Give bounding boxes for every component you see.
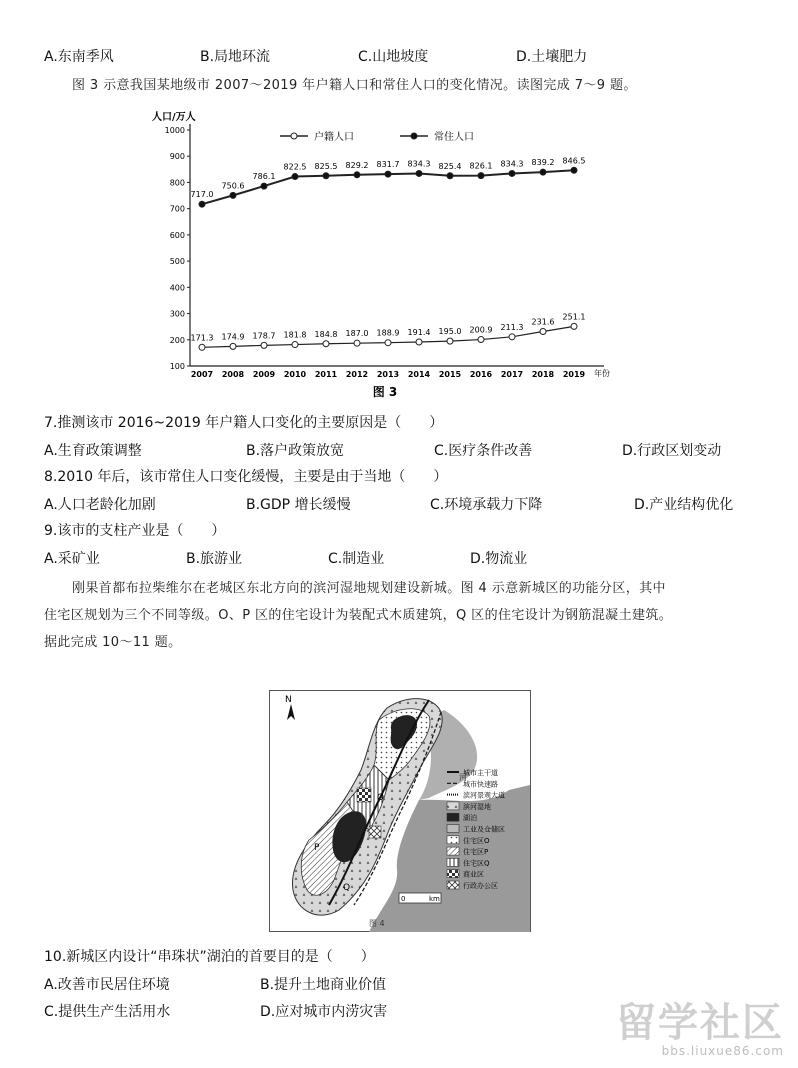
q6-option-d: D.土壤肥力 (516, 49, 588, 65)
data-point (230, 343, 236, 349)
north-label: N (285, 695, 292, 705)
data-point (478, 337, 484, 343)
q7-option-b: B.落户政策放宽 (246, 443, 345, 459)
q7-option-c: C.医疗条件改善 (434, 443, 533, 459)
x-tick-label: 2011 (314, 370, 338, 379)
population-chart (150, 108, 620, 404)
x-tick-label: 2012 (345, 370, 369, 379)
x-tick-label: 2017 (500, 370, 524, 379)
data-point (199, 344, 205, 350)
intro-figure4-line1: 刚果首都布拉柴维尔在老城区东北方向的滨河湿地规划建设新城。图 4 示意新城区的功能分区，其中 (72, 581, 666, 596)
data-label: 187.0 (345, 329, 369, 339)
q7-stem: 7.推测该市 2016~2019 年户籍人口变化的主要原因是（ ） (44, 415, 444, 431)
q6-option-c: C.山地坡度 (358, 49, 429, 65)
legend-label: 商业区 (463, 870, 484, 879)
data-label: 834.3 (407, 159, 431, 169)
q10-option-d: D.应对城市内涝灾害 (260, 1004, 388, 1020)
legend-label: 户籍人口 (314, 132, 354, 143)
y-tick-label: 700 (169, 204, 185, 214)
scale-unit: km (429, 895, 440, 903)
q9-stem: 9.该市的支柱产业是（ ） (44, 523, 226, 539)
zone-letter-p: P (314, 843, 320, 853)
data-label: 181.8 (283, 330, 307, 340)
x-tick-label: 2018 (531, 370, 555, 379)
data-label: 231.6 (531, 317, 555, 327)
data-point (447, 338, 453, 344)
q6-option-b: B.局地环流 (200, 49, 271, 65)
legend-label: 城市主干道 (463, 769, 498, 777)
chart-caption: 图 3 (372, 385, 398, 399)
data-point (540, 328, 546, 334)
y-tick-label: 300 (169, 309, 185, 319)
data-label: 750.6 (221, 181, 245, 191)
data-point (199, 201, 205, 207)
commercial-zone (357, 788, 371, 802)
data-label: 786.1 (252, 172, 276, 182)
y-tick-label: 500 (169, 257, 185, 267)
data-point (447, 173, 453, 179)
data-point (230, 192, 236, 198)
zone-letter-q: Q (343, 883, 351, 893)
x-tick-label: 2019 (562, 370, 586, 379)
data-label: 839.2 (531, 158, 555, 168)
data-label: 825.5 (314, 161, 338, 171)
legend-label: 工业及仓储区 (463, 825, 505, 834)
x-tick-label: 2008 (221, 370, 245, 379)
x-tick-label: 2010 (283, 370, 307, 379)
data-point (354, 340, 360, 346)
legend-swatch (447, 836, 459, 844)
data-label: 251.1 (562, 312, 586, 322)
y-tick-label: 200 (169, 335, 185, 345)
intro-figure4-line3: 据此完成 10～11 题。 (44, 635, 182, 650)
x-tick-label: 2007 (190, 370, 214, 379)
zone-letter-o: O (377, 793, 385, 803)
data-label: 195.0 (438, 327, 462, 337)
x-tick-label: 2013 (376, 370, 400, 379)
q8-stem: 8.2010 年后，该市常住人口变化缓慢，主要是由于当地（ ） (44, 469, 448, 485)
data-label: 831.7 (376, 160, 400, 170)
legend-swatch (447, 870, 459, 878)
legend-swatch (447, 813, 459, 821)
q8-option-b: B.GDP 增长缓慢 (246, 497, 351, 513)
river-label: 河 (459, 773, 467, 782)
y-tick-label: 800 (169, 178, 185, 188)
legend-label: 滨河景观大道 (463, 791, 505, 800)
x-tick-label: 2014 (407, 370, 431, 379)
data-point (478, 173, 484, 179)
admin-office-zone (369, 826, 381, 838)
q9-option-c: C.制造业 (328, 551, 385, 567)
data-label: 211.3 (500, 322, 524, 332)
x-tick-label: 2016 (469, 370, 493, 379)
data-label: 834.3 (500, 159, 524, 169)
legend-label: 住宅区P (463, 848, 489, 857)
legend-label: 行政办公区 (463, 882, 498, 890)
intro-figure3: 图 3 示意我国某地级市 2007～2019 年户籍人口和常住人口的变化情况。读图完成 7～9 题。 (72, 78, 637, 93)
legend-label: 滨河湿地 (463, 802, 491, 811)
data-label: 822.5 (283, 162, 307, 172)
data-label: 826.1 (469, 161, 493, 171)
q10-option-a: A.改善市民居住环境 (44, 977, 170, 993)
data-point (261, 342, 267, 348)
data-point (323, 341, 329, 347)
watermark (616, 1002, 784, 1058)
data-label: 174.9 (221, 332, 245, 342)
data-point (509, 334, 515, 340)
data-point (385, 171, 391, 177)
legend-marker (291, 133, 297, 139)
legend-label: 住宅区O (463, 836, 490, 845)
map-caption: 图 4 (369, 919, 385, 928)
q7-option-a: A.生育政策调整 (44, 443, 142, 459)
data-point (354, 172, 360, 178)
legend-swatch (447, 825, 459, 833)
data-point (261, 183, 267, 189)
data-point (416, 339, 422, 345)
q9-option-b: B.旅游业 (186, 551, 243, 567)
data-label: 200.9 (469, 325, 493, 335)
data-label: 184.8 (314, 329, 338, 339)
scale-zero: 0 (401, 895, 406, 903)
data-point (571, 323, 577, 329)
data-point (571, 167, 577, 173)
new-city-map (269, 690, 531, 932)
q8-option-d: D.产业结构优化 (634, 497, 734, 513)
q8-option-c: C.环境承载力下降 (430, 497, 543, 513)
y-tick-label: 900 (169, 152, 185, 162)
data-label: 171.3 (190, 333, 214, 343)
y-tick-label: 600 (169, 230, 185, 240)
data-label: 846.5 (562, 156, 586, 166)
q10-option-c: C.提供生产生活用水 (44, 1004, 171, 1020)
y-axis-title: 人口/万人 (152, 112, 196, 123)
legend-label: 常住人口 (434, 132, 474, 143)
watermark-sub: bbs.liuxue86.com (661, 1044, 784, 1058)
q10-stem: 10.新城区内设计“串珠状”湖泊的首要目的是（ ） (44, 949, 375, 965)
data-point (540, 169, 546, 175)
data-point (416, 170, 422, 176)
q6-option-a: A.东南季风 (44, 49, 114, 65)
legend-swatch (447, 847, 459, 855)
legend-label: 住宅区Q (463, 859, 490, 868)
q9-option-d: D.物流业 (470, 551, 528, 567)
x-tick-label: 2009 (252, 370, 276, 379)
data-label: 825.4 (438, 161, 462, 171)
data-label: 178.7 (252, 331, 276, 341)
y-tick-label: 100 (169, 362, 185, 371)
intro-figure4-line2: 住宅区规划为三个不同等级。O、P 区的住宅设计为装配式木质建筑，Q 区的住宅设计为钢筋混凝土建筑。 (44, 608, 673, 623)
data-point (509, 170, 515, 176)
data-point (323, 173, 329, 179)
legend-swatch (447, 858, 459, 866)
q8-option-a: A.人口老龄化加剧 (44, 497, 156, 513)
legend-label: 城市快速路 (463, 780, 498, 789)
x-axis-title: 年份 (594, 369, 610, 378)
data-label: 188.9 (376, 328, 400, 338)
q10-option-b: B.提升土地商业价值 (260, 977, 387, 993)
legend-swatch (447, 881, 459, 889)
x-tick-label: 2015 (438, 370, 462, 379)
y-tick-label: 1000 (164, 126, 185, 135)
legend-swatch (447, 802, 459, 810)
q9-option-a: A.采矿业 (44, 551, 100, 567)
data-label: 829.2 (345, 160, 369, 170)
data-point (292, 174, 298, 180)
legend-marker (411, 133, 417, 139)
data-point (292, 342, 298, 348)
data-label: 717.0 (190, 190, 214, 200)
legend-label: 湖泊 (463, 814, 477, 823)
data-point (385, 340, 391, 346)
data-label: 191.4 (407, 328, 431, 338)
watermark-main: 留学社区 (616, 1000, 784, 1046)
q7-option-d: D.行政区划变动 (622, 443, 722, 459)
y-tick-label: 400 (169, 283, 185, 293)
